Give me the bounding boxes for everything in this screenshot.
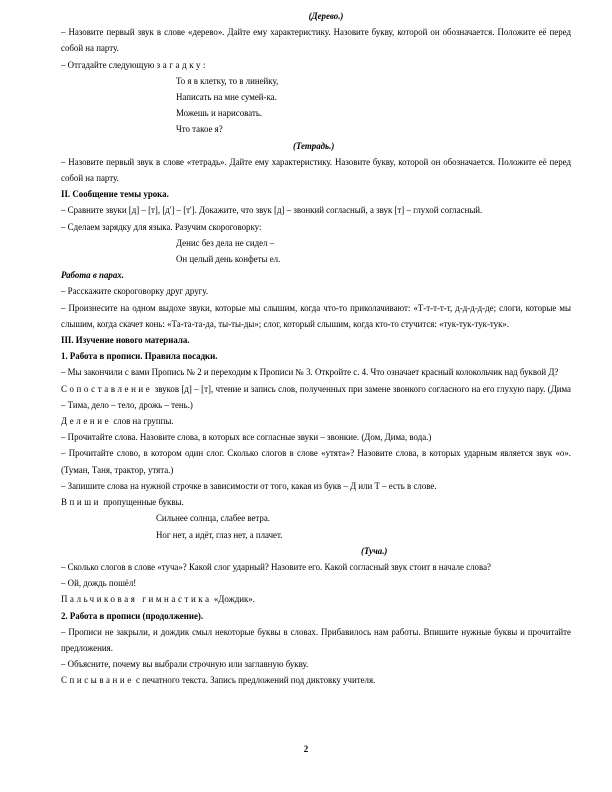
- section-heading-2: II. Сообщение темы урока.: [61, 189, 169, 200]
- answer-tucha: (Туча.): [361, 545, 388, 556]
- poem-line: Что такое я?: [176, 124, 223, 135]
- paragraph-propis: – Мы закончили с вами Пропись № 2 и переходим к Прописи № 3. Откройте с. 4. Что означает красный колокольчик над буквой Д?: [61, 367, 559, 378]
- paragraph-voiced-words: – Прочитайте слова. Назовите слова, в которых все согласные звуки – звонкие. (Дом, Дима, вода.): [61, 432, 432, 443]
- subsection-heading-2: 2. Работа в прописи (продолжение).: [61, 610, 204, 621]
- subsection-heading-1: 1. Работа в прописи. Правила посадки.: [61, 351, 218, 362]
- page-number: 2: [303, 744, 309, 754]
- answer-tetrad: (Тетрадь.): [293, 140, 335, 151]
- poem-line: Написать на мне сумей-ка.: [176, 92, 277, 103]
- poem-line: Он целый день конфеты ел.: [176, 254, 281, 265]
- poem-line: Сильнее солнца, слабее ветра.: [156, 513, 271, 524]
- paragraph-rain-washed: – Прописи не закрыли, и дождик смыл некоторые буквы в словах. Прибавилось нам работы. Впишите нужные буквы и прочитайте предложения.: [61, 626, 571, 653]
- paragraph-tetrad-task: – Назовите первый звук в слове «тетрадь». Дайте ему характеристику. Назовите букву, которой он обозначается. Положите её перед собой на парту.: [61, 156, 571, 184]
- paragraph-rain: – Ой, дождь пошёл!: [61, 578, 137, 589]
- section-heading-3: III. Изучение нового материала.: [61, 335, 190, 346]
- paragraph-compare-sounds: – Сравните звуки [д] – [т], [д'] – [т']. Докажите, что звук [д] – звонкий согласный, а звук [т] – глухой согласный.: [61, 205, 483, 216]
- paragraph-sounds-exhale: – Произнесите на одном выдохе звуки, которые мы слышим, когда что-то приколачивают: «Т-т-т-т-т, д-д-д-д-де; слоги, которые мы слышим, когда скачет конь: «Та-та-та-да, ты-ты-ды»; слог, который слышим, когда кто-то стучится: «тук-тук-тук-тук».: [61, 302, 571, 329]
- poem-line: Ног нет, а идёт, глаз нет, а плачет.: [156, 529, 283, 540]
- paragraph-write-words: – Запишите слова на нужной строчке в зависимости от того, какая из букв – Д или Т – есть в слове.: [61, 480, 437, 491]
- riddle-poem: [61, 73, 571, 138]
- poem-line: Можешь и нарисовать.: [176, 108, 263, 119]
- paragraph-syllables: – Прочитайте слово, в котором один слог. Сколько слогов в слове «утята»? Назовите слова, в которых ударным является звук «о». (Туман, Таня, трактор, утята.): [61, 448, 571, 475]
- tongue-twister: [61, 235, 571, 267]
- riddle-poem-2: [61, 510, 571, 542]
- pair-work-heading: Работа в парах.: [61, 270, 124, 281]
- paragraph-comparison: Сопоставление звуков [д] – [т], чтение и запись слов, полученных при замене звонкого согласного на его глухую пару. (Дима – Тима, дело – тело, дрожь – тень.): [61, 383, 571, 410]
- poem-line: То я в клетку, то в линейку,: [176, 75, 279, 86]
- paragraph-explain: – Объясните, почему вы выбрали строчную или заглавную букву.: [61, 659, 309, 670]
- answer-derevo: (Дерево.): [308, 11, 344, 21]
- paragraph-division: Деление слов на группы.: [61, 416, 174, 427]
- paragraph-tucha-question: – Сколько слогов в слове «туча»? Какой слог ударный? Назовите его. Какой согласный звук стоит в начале слова?: [61, 561, 491, 572]
- paragraph-finger-gym: Пальчиковая гимнастика «Дождик».: [61, 594, 255, 605]
- page-content: [61, 8, 571, 689]
- paragraph-pair-work: – Расскажите скороговорку друг другу.: [61, 286, 209, 297]
- paragraph-derevo-task: – Назовите первый звук в слове «дерево». Дайте ему характеристику. Назовите букву, которой он обозначается. Положите её перед собой на парту.: [61, 27, 571, 54]
- poem-line: Денис без дела не сидел –: [176, 237, 275, 248]
- paragraph-riddle-intro: – Отгадайте следующую загадку:: [61, 59, 206, 70]
- paragraph-tongue-twister-intro: – Сделаем зарядку для языка. Разучим скороговорку:: [61, 221, 262, 232]
- paragraph-fill-letters: Впиши пропущенные буквы.: [61, 497, 184, 508]
- paragraph-copying: Списывание с печатного текста. Запись предложений под диктовку учителя.: [61, 675, 376, 686]
